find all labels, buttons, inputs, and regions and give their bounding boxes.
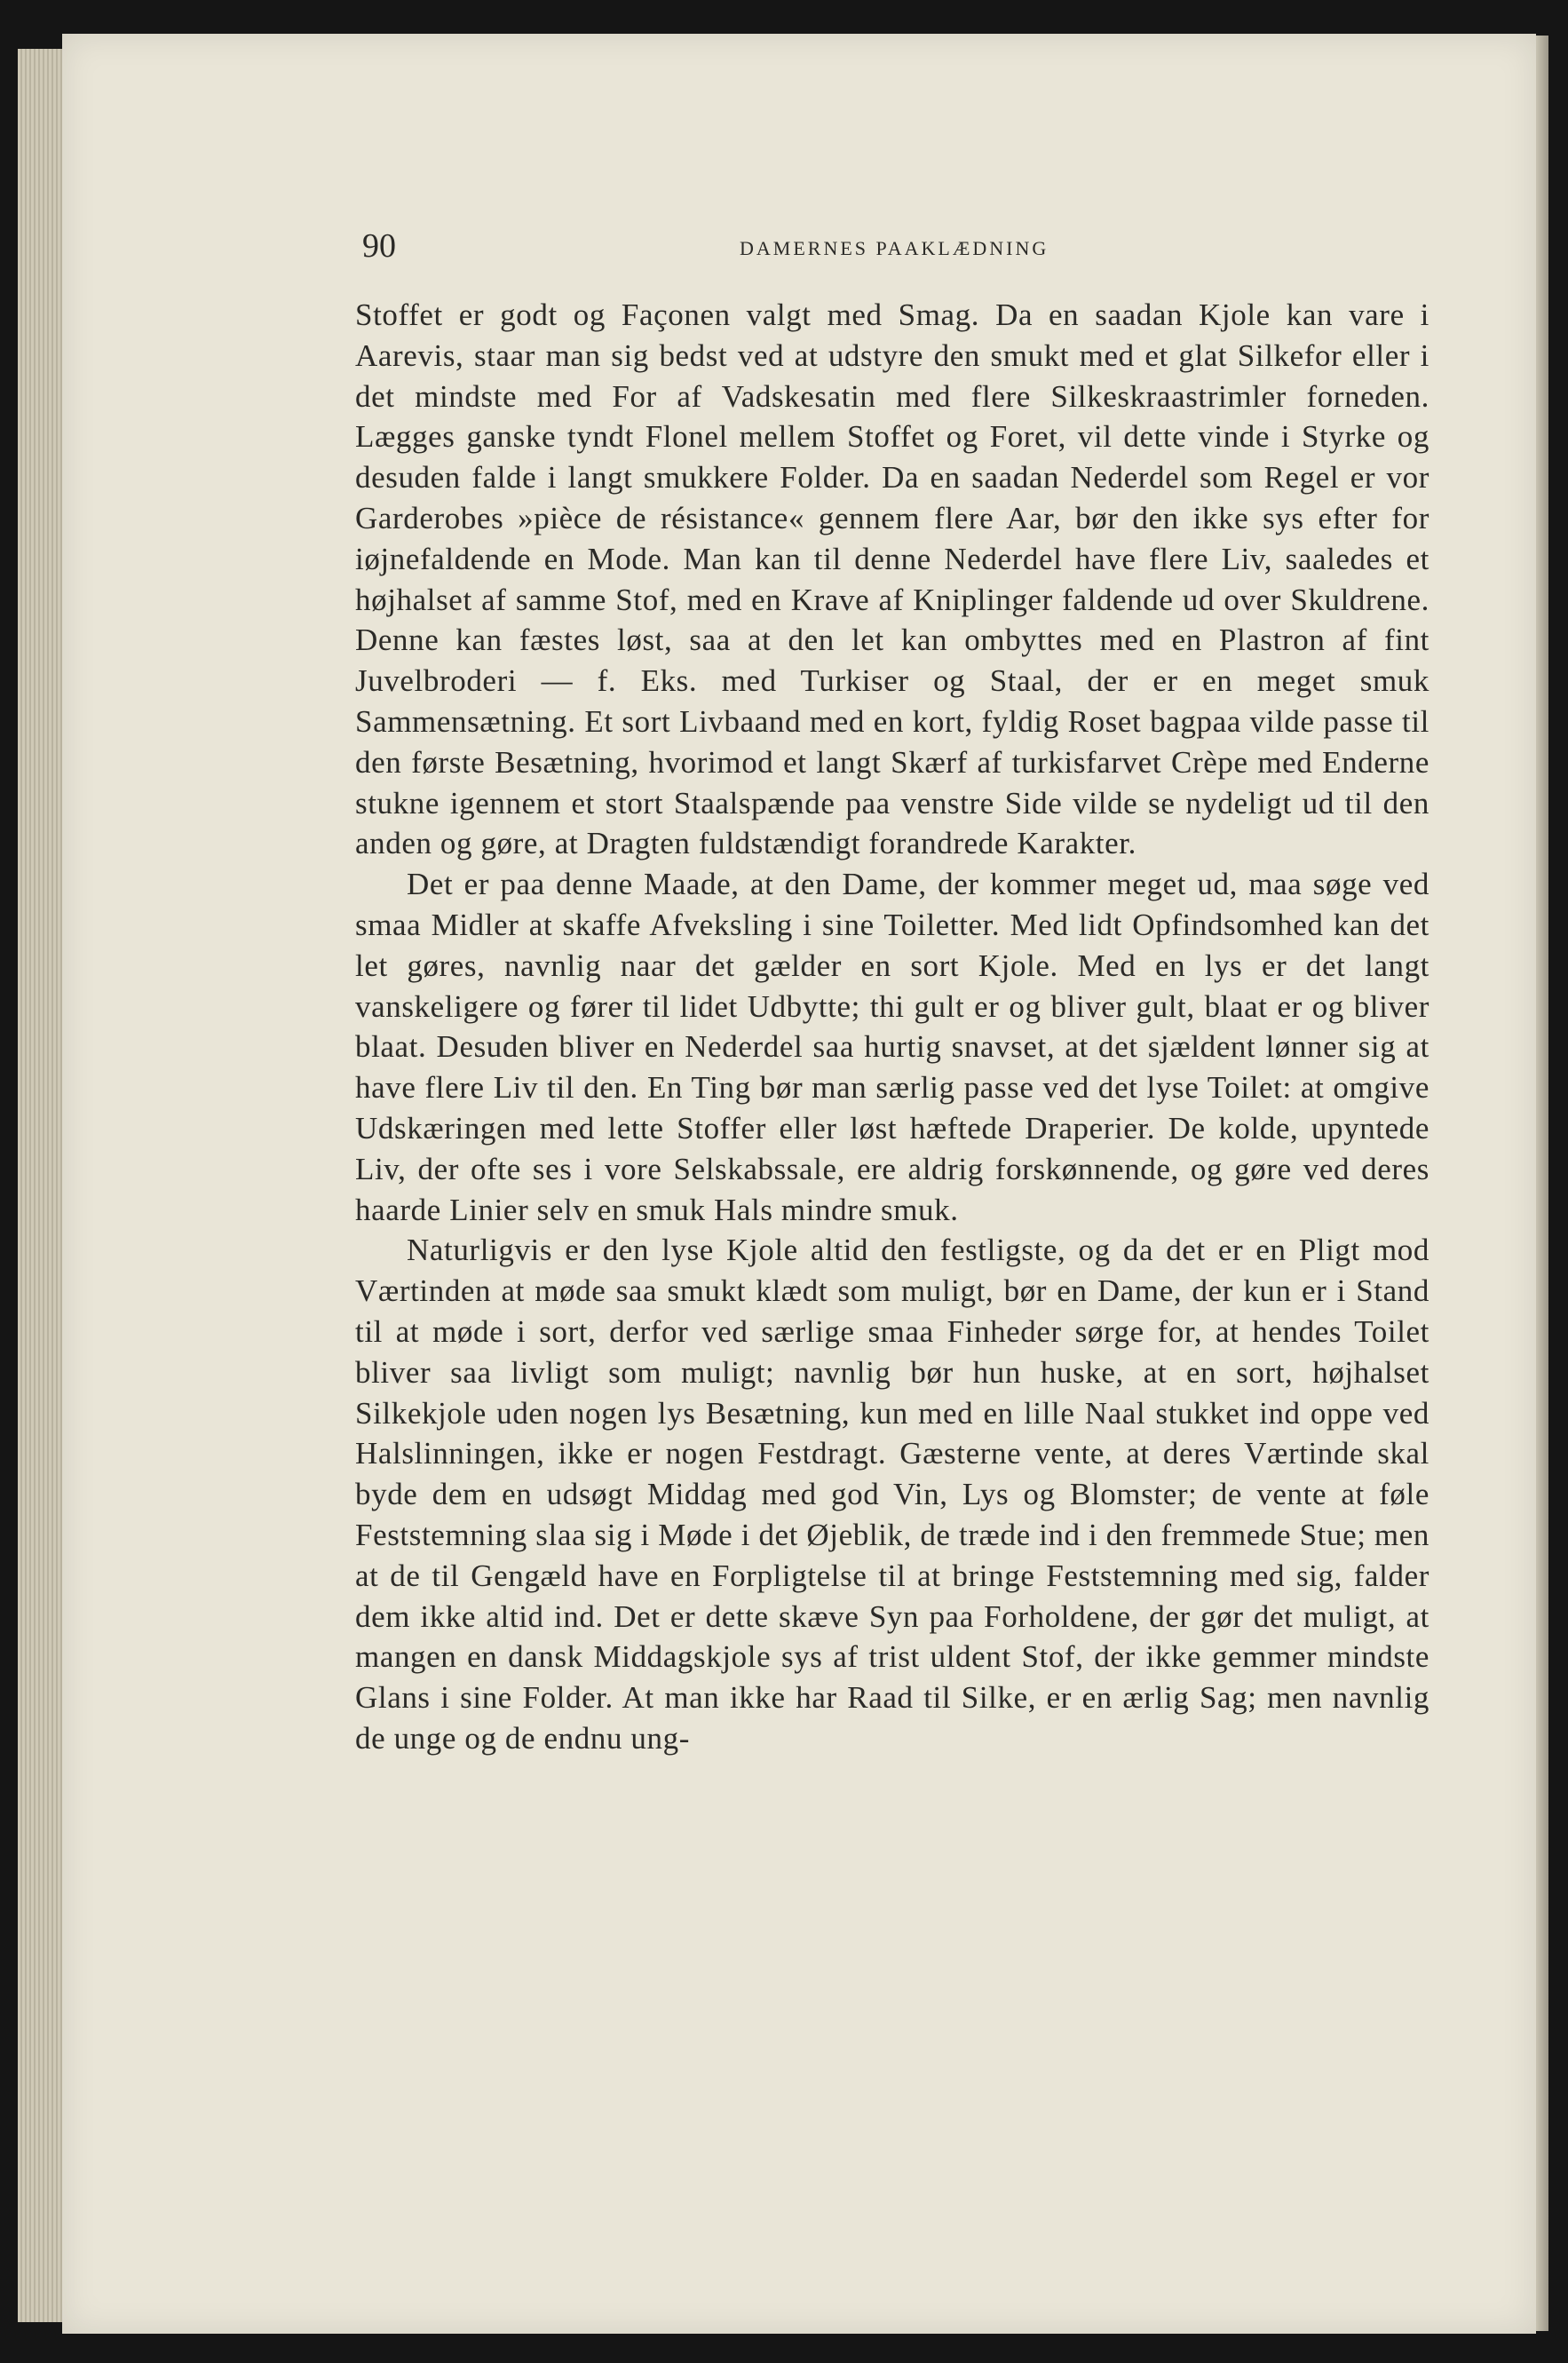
- page-header: [362, 226, 1428, 280]
- body-text: [355, 295, 1429, 1759]
- page-number: 90: [362, 227, 396, 265]
- paragraph-3: Naturligvis er den lyse Kjole altid den festligste, og da det er en Pligt mod Værtinden at møde saa smukt klædt som muligt, bør en Dame, der kun er i Stand til at møde i sort, derfor ved særlige smaa Finheder sørge for, at hendes Toilet bliver saa livligt som muligt; navnlig bør hun huske, at en sort, højhalset Silkekjole uden nogen lys Besætning, kun med en lille Naal stukket ind oppe ved Halslinningen, ikke er nogen Festdragt. Gæsterne vente, at deres Værtinde skal byde dem en udsøgt Middag med god Vin, Lys og Blomster; de vente at føle Feststemning slaa sig i Møde i det Øjeblik, de træde ind i den fremmede Stue; men at de til Gengæld have en Forpligtelse til at bringe Feststemning med sig, falder dem ikke altid ind. Det er dette skæve Syn paa Forholdene, der gør det muligt, at mangen en dansk Middagskjole sys af trist uldent Stof, der ikke gemmer mindste Glans i sine Folder. At man ikke har Raad til Silke, er en ærlig Sag; men navnlig de unge og de endnu ung-: [355, 1233, 1429, 1756]
- book-page-edges-right: [1534, 36, 1548, 2331]
- paragraph-2: Det er paa denne Maade, at den Dame, der kommer meget ud, maa søge ved smaa Midler at skaffe Afveksling i sine Toiletter. Med lidt Opfindsomhed kan det let gøres, navnlig naar det gælder en sort Kjole. Med en lys er det langt vanskeligere og fører til lidet Udbytte; thi gult er og bliver gult, blaat er og bliver blaat. Desuden bliver en Nederdel saa hurtig snavset, at det sjældent lønner sig at have flere Liv til den. En Ting bør man særlig passe ved det lyse Toilet: at omgive Udskæringen med lette Stoffer eller løst hæftede Draperier. De kolde, upyntede Liv, der ofte ses i vore Selskabssale, ere aldrig forskønnende, og gøre ved deres haarde Linier selv en smuk Hals mindre smuk.: [355, 867, 1429, 1227]
- running-head: DAMERNES PAAKLÆDNING: [740, 237, 1049, 259]
- paragraph-1: Stoffet er godt og Façonen valgt med Smag. Da en saadan Kjole kan vare i Aarevis, staar man sig bedst ved at udstyre den smukt med et glat Silkefor eller i det mindste med For af Vadskesatin med flere Silkeskraastrimler forneden. Lægges ganske tyndt Flonel mellem Stoffet og Foret, vil dette vinde i Styrke og desuden falde i langt smukkere Folder. Da en saadan Nederdel som Regel er vor Garderobes »pièce de résistance« gennem flere Aar, bør den ikke sys efter for iøjnefaldende en Mode. Man kan til denne Nederdel have flere Liv, saaledes et højhalset af samme Stof, med en Krave af Kniplinger faldende ud over Skuldrene. Denne kan fæstes løst, saa at den let kan ombyttes med en Plastron af fint Juvelbroderi — f. Eks. med Turkiser og Staal, der er en meget smuk Sammensætning. Et sort Livbaand med en kort, fyldig Roset bagpaa vilde passe til den første Besætning, hvorimod et langt Skærf af turkisfarvet Crèpe med Enderne stukne igennem et stort Staalspænde paa venstre Side vilde se nydeligt ud til den anden og gøre, at Dragten fuldstændigt forandrede Karakter.: [355, 297, 1429, 861]
